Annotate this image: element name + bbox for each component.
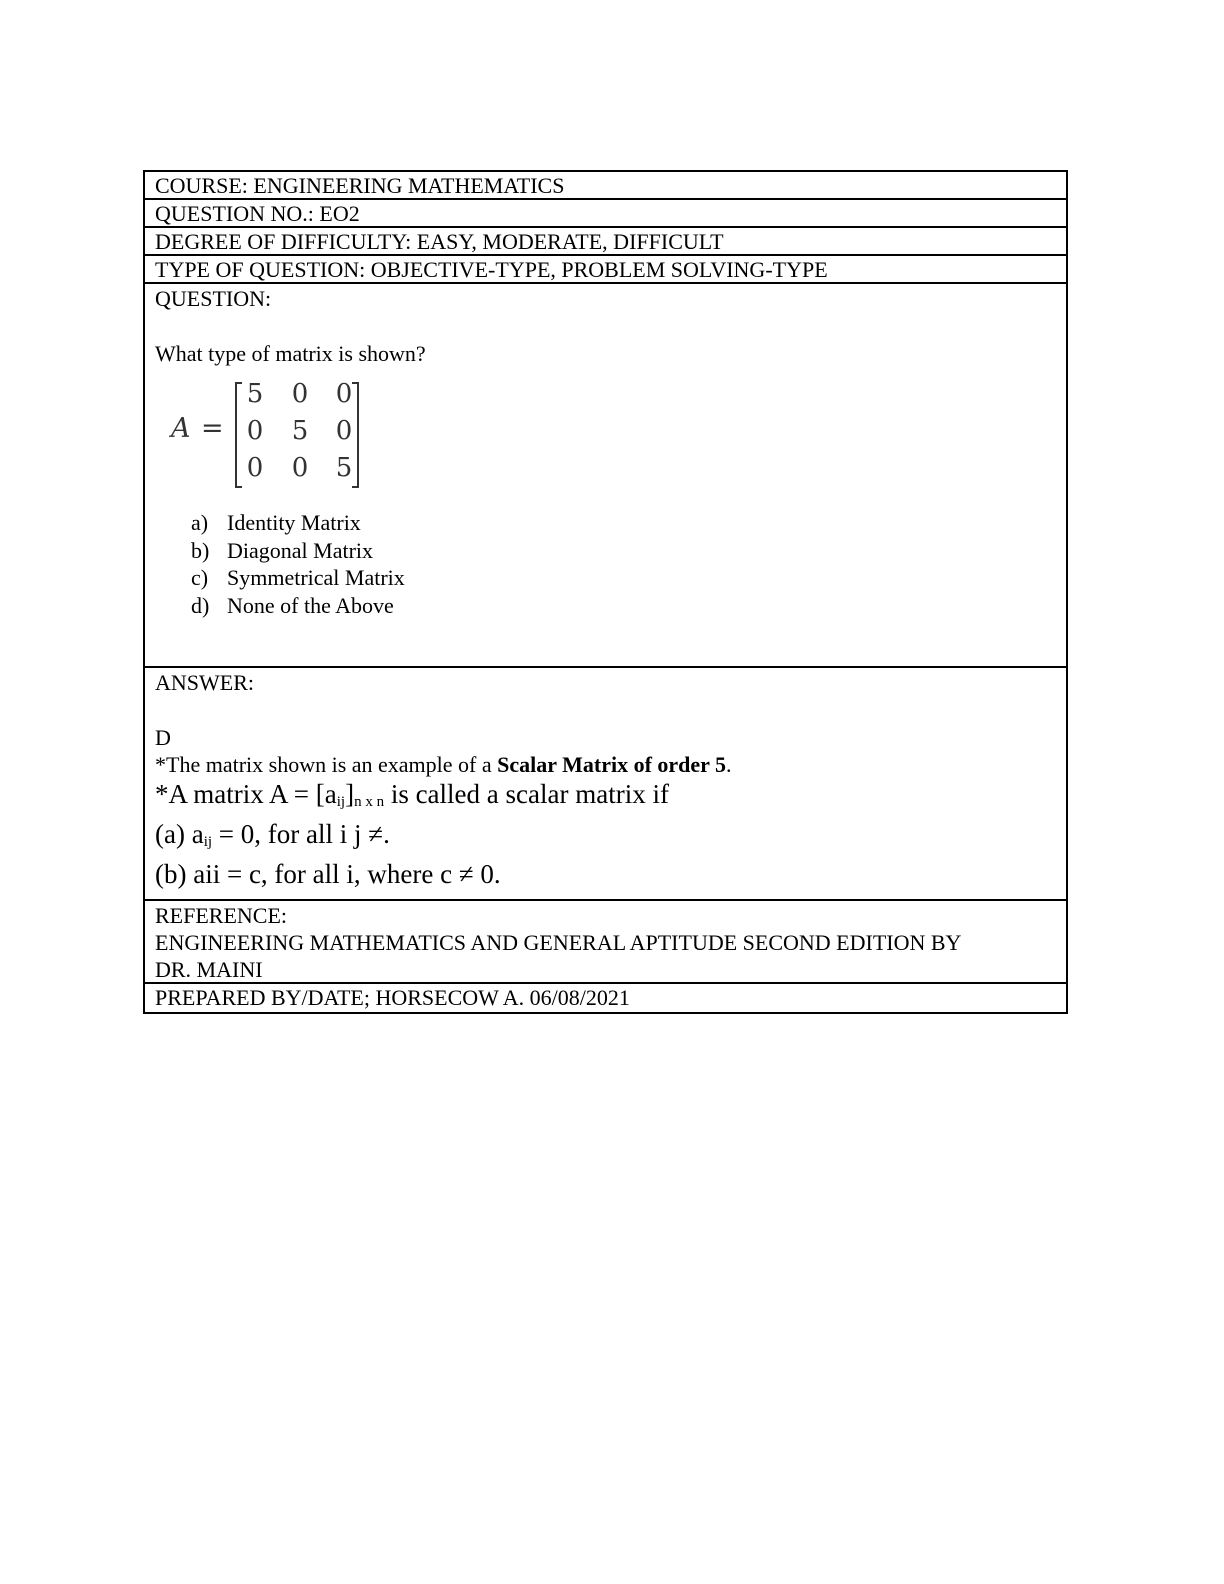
- reference-section: [145, 901, 1066, 984]
- matrix-cell: 5: [246, 379, 264, 409]
- matrix-cell: 0: [246, 453, 264, 483]
- answer-note-bold: Scalar Matrix of order 5: [497, 752, 727, 777]
- option-text: Identity Matrix: [227, 510, 361, 535]
- option-letter: d): [191, 592, 210, 618]
- answer-note-text: *The matrix shown is an example of a: [155, 752, 498, 777]
- reference-line-2: DR. MAINI: [155, 957, 263, 982]
- answer-note-end: .: [726, 752, 732, 777]
- answer-section: [145, 668, 1066, 901]
- question-section: [145, 284, 1066, 668]
- answer-label: ANSWER:: [155, 670, 254, 695]
- answer-note: [155, 751, 1056, 778]
- matrix-cell: 0: [335, 379, 353, 409]
- matrix-cell: 0: [291, 453, 309, 483]
- condition-a-subscript: ij: [203, 834, 213, 850]
- condition-a-tail: = 0, for all i j ≠.: [212, 819, 390, 849]
- option-letter: c): [191, 565, 209, 590]
- question-sheet: [143, 170, 1068, 1014]
- options-list: [191, 509, 1056, 619]
- prepared-by-row: PREPARED BY/DATE; HORSECOW A. 06/08/2021: [155, 985, 630, 1010]
- option-c: [191, 564, 1056, 592]
- scalar-definition: [155, 778, 1056, 818]
- reference-label: REFERENCE:: [155, 903, 288, 928]
- matrix-cell: 5: [291, 416, 309, 446]
- option-a: [191, 509, 1056, 537]
- answer-value: D: [155, 725, 171, 750]
- reference-line-1: ENGINEERING MATHEMATICS AND GENERAL APTITUDE SECOND EDITION BY: [155, 930, 962, 955]
- question-label: QUESTION:: [155, 286, 272, 311]
- matrix-cell: 0: [335, 416, 353, 446]
- matrix-figure: [171, 379, 361, 489]
- question-type-row: TYPE OF QUESTION: OBJECTIVE-TYPE, PROBLEM SOLVING-TYPE: [145, 256, 1066, 284]
- matrix-cell: 0: [246, 416, 264, 446]
- condition-a: [155, 818, 1056, 858]
- difficulty-row: DEGREE OF DIFFICULTY: EASY, MODERATE, DIFFICULT: [145, 228, 1066, 256]
- matrix-equals: =: [201, 413, 224, 444]
- matrix-cell: 5: [335, 453, 353, 483]
- course-row: COURSE: ENGINEERING MATHEMATICS: [145, 172, 1066, 200]
- definition-bracket: ]: [345, 779, 355, 809]
- definition-tail: is called a scalar matrix if: [384, 779, 669, 809]
- definition-subscript: ij: [336, 794, 346, 810]
- option-b: [191, 537, 1056, 565]
- condition-b: (b) aii = c, for all i, where c ≠ 0.: [155, 859, 501, 889]
- question-number-row: QUESTION NO.: EO2: [145, 200, 1066, 228]
- option-letter: b): [191, 537, 210, 563]
- option-letter: a): [191, 510, 209, 535]
- matrix-name: A: [171, 413, 191, 444]
- option-text: Symmetrical Matrix: [227, 565, 405, 590]
- definition-text: *A matrix A = [a: [155, 779, 337, 809]
- option-d: [191, 592, 1056, 620]
- option-text: Diagonal Matrix: [227, 537, 374, 563]
- option-text: None of the Above: [227, 592, 394, 618]
- definition-order-subscript: n x n: [354, 794, 385, 810]
- condition-a-text: (a) a: [155, 819, 204, 849]
- matrix-cell: 0: [291, 379, 309, 409]
- question-text: What type of matrix is shown?: [155, 341, 426, 366]
